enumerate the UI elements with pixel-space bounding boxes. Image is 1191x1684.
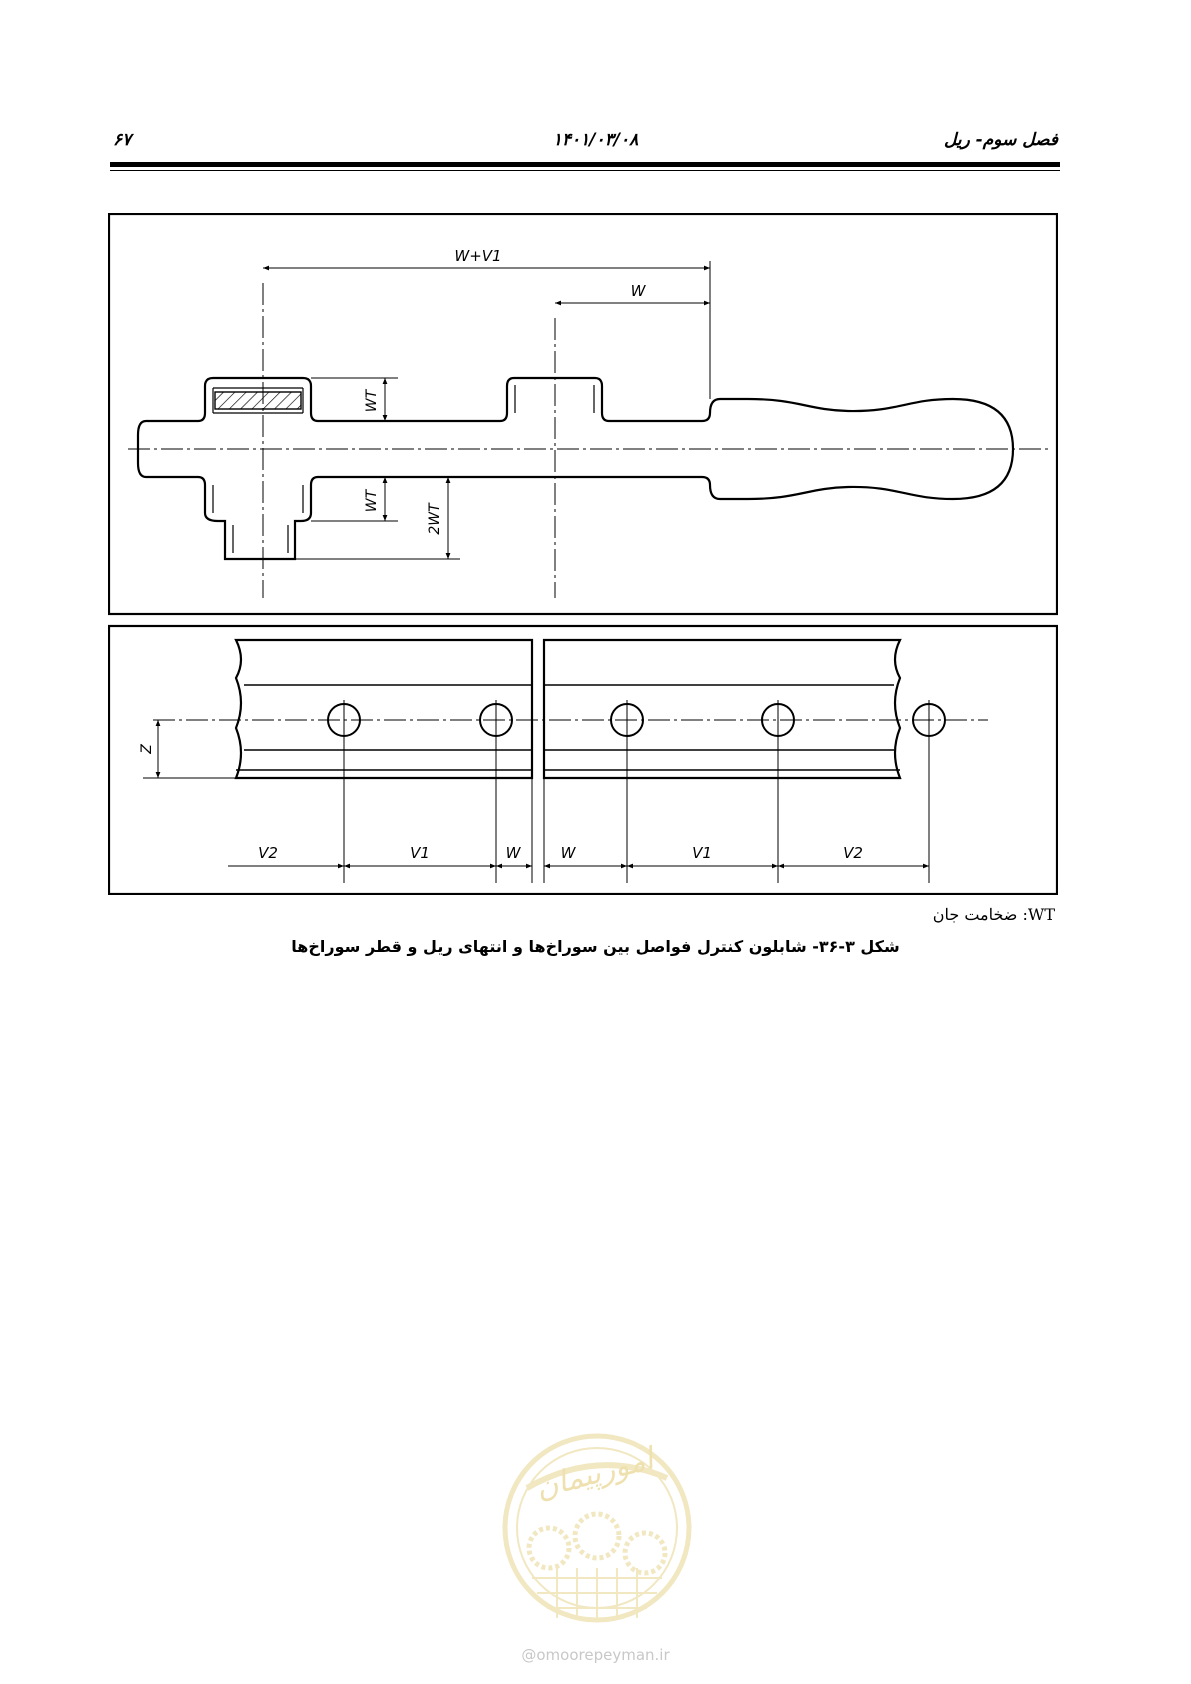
chapter-title: فصل سوم- ریل [943,130,1058,150]
label-wt-lower: WT [364,489,380,513]
left-rail [236,640,532,778]
header-date: ۱۴۰۱/۰۳/۰۸ [552,130,639,150]
top-panel-frame [109,214,1057,614]
label-right-w: W [560,844,576,862]
header-rule-thick [110,162,1060,167]
label-left-v1: V1 [410,844,430,862]
label-right-v1: V1 [692,844,712,862]
label-z: Z [139,744,155,754]
figure-note: WT: ضخامت جان [932,905,1055,924]
label-left-w: W [505,844,521,862]
right-rail [544,640,900,778]
watermark-site: @omoorepeyman.ir [521,1646,670,1664]
label-w-plus-v1: W+V1 [454,247,502,265]
watermark-logo-text: امورپیمان [531,1441,658,1507]
figure-caption: شکل ۳-۳۶- شابلون کنترل فواصل بین سوراخ‌ها و انتهای ریل و قطر سوراخ‌ها [291,937,900,956]
label-right-v2: V2 [843,844,863,862]
label-wt-upper: WT [364,389,380,413]
header-rule-thin [110,170,1060,171]
page-number: ۶۷ [113,130,132,150]
label-2wt: 2WT [427,503,443,535]
technical-drawing [108,213,1058,895]
bottom-panel-frame [109,626,1057,894]
hatched-web-section [215,392,301,409]
watermark-logo [497,1418,697,1638]
label-w-top: W [630,282,646,300]
label-left-v2: V2 [258,844,278,862]
